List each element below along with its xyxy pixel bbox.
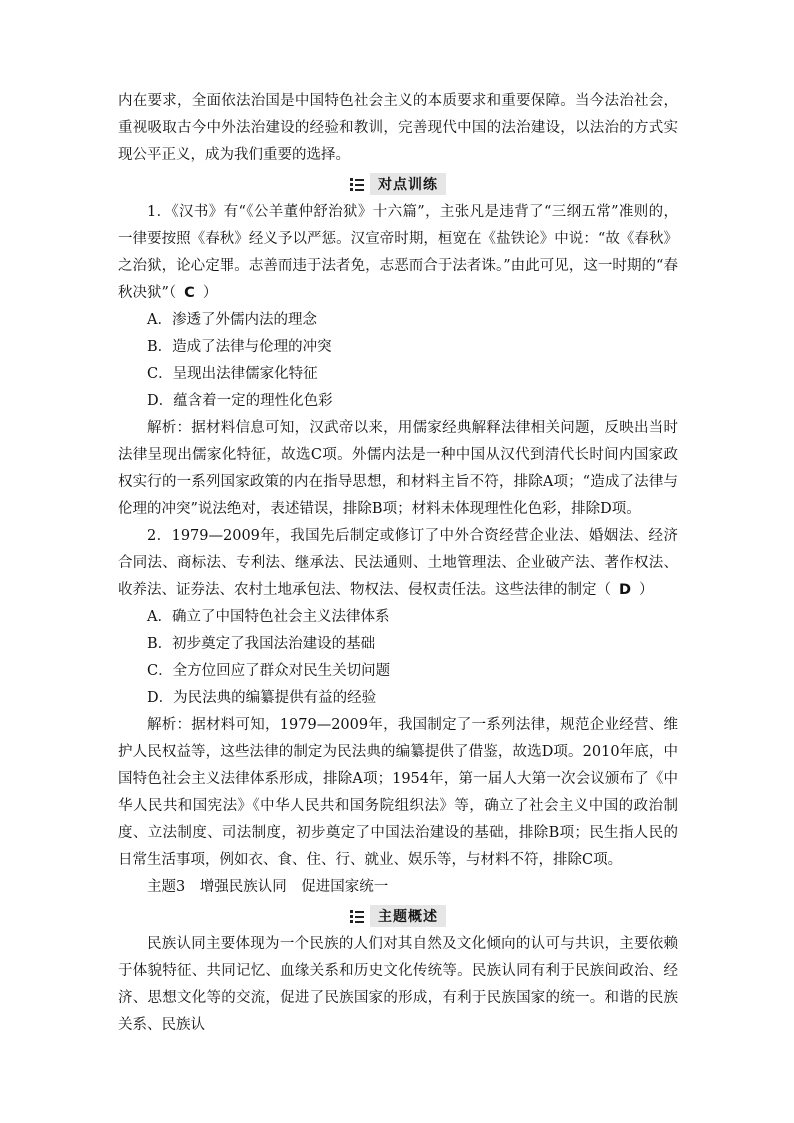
document-page bbox=[118, 88, 678, 1039]
overview-paragraph: 民族认同主要体现为一个民族的人们对其自然及文化倾向的认可与共识，主要依赖于体貌特征、共同记忆、血缘关系和历史文化传统等。民族认同有利于民族间政治、经济、思想文化等的交流，促进了民族国家的形成，有利于民族国家的统一。和谐的民族关系、民族认 bbox=[118, 936, 678, 1033]
answer-letter: C bbox=[184, 285, 195, 301]
option-item: C．呈现出法律儒家化特征 bbox=[147, 366, 318, 382]
option-item: B．初步奠定了我国法治建设的基础 bbox=[147, 636, 376, 652]
list-icon bbox=[350, 177, 364, 191]
option-item: B．造成了法律与伦理的冲突 bbox=[147, 339, 332, 355]
analysis-paragraph: 解析：据材料信息可知，汉武帝以来，用儒家经典解释法律相关问题，反映出当时法律呈现出儒家化特征，故选C项。外儒内法是一种中国从汉代到清代长时间内国家政权实行的一系列国家政策的内在指导思想，和材料主旨不符，排除A项；“造成了法律与伦理的冲突”说法绝对，表述错误，排除B项；材料未体现理性化色彩，排除D项。 bbox=[118, 420, 678, 517]
answer-letter: D bbox=[619, 582, 632, 598]
intro-paragraph: 内在要求，全面依法治国是中国特色社会主义的本质要求和重要保障。当今法治社会，重视吸取古今中外法治建设的经验和教训，完善现代中国的法治建设，以法治的方式实现公平正义，成为我们重要的选择。 bbox=[118, 93, 678, 163]
option-item: C．全方位回应了群众对民生关切问题 bbox=[147, 663, 391, 679]
section-title: 对点训练 bbox=[370, 173, 446, 195]
section-heading-practice bbox=[118, 169, 678, 199]
list-icon bbox=[350, 909, 364, 923]
section-title: 主题概述 bbox=[370, 905, 446, 927]
option-item: D．为民法典的编纂提供有益的经验 bbox=[147, 690, 377, 706]
question-stem: 2．1979—2009年，我国先后制定或修订了中外合资经营企业法、婚姻法、经济合同法、商标法、专利法、继承法、民法通则、土地管理法、企业破产法、著作权法、收养法、证券法、农村土地承包法、物权法、侵权责任法。这些法律的制定（ D ） bbox=[118, 528, 678, 598]
section-heading-overview bbox=[118, 901, 678, 931]
option-item: D．蕴含着一定的理性化色彩 bbox=[147, 393, 333, 409]
question-stem: 1．《汉书》有“《公羊董仲舒治狱》十六篇”，主张凡是违背了“三纲五常”准则的，一律要按照《春秋》经义予以严惩。汉宣帝时期，桓宽在《盐铁论》中说：“故《春秋》之治狱，论心定罪。志善而违于法者免，志恶而合于法者诛。”由此可见，这一时期的“春秋决狱”（ C ） bbox=[118, 204, 678, 301]
topic-heading: 主题3 增强民族认同 促进国家统一 bbox=[147, 879, 389, 895]
analysis-paragraph: 解析：据材料可知，1979—2009年，我国制定了一系列法律，规范企业经营、维护人民权益等，这些法律的制定为民法典的编纂提供了借鉴，故选D项。2010年底，中国特色社会主义法律体系形成，排除A项；1954年，第一届人大第一次会议颁布了《中华人民共和国宪法》《中华人民共和国务院组织法》等，确立了社会主义中国的政治制度、立法制度、司法制度，初步奠定了中国法治建设的基础，排除B项；民生指人民的日常生活事项，例如衣、食、住、行、就业、娱乐等，与材料不符，排除C项。 bbox=[118, 717, 678, 868]
option-item: A．确立了中国特色社会主义法律体系 bbox=[147, 609, 390, 625]
option-item: A．渗透了外儒内法的理念 bbox=[147, 312, 317, 328]
